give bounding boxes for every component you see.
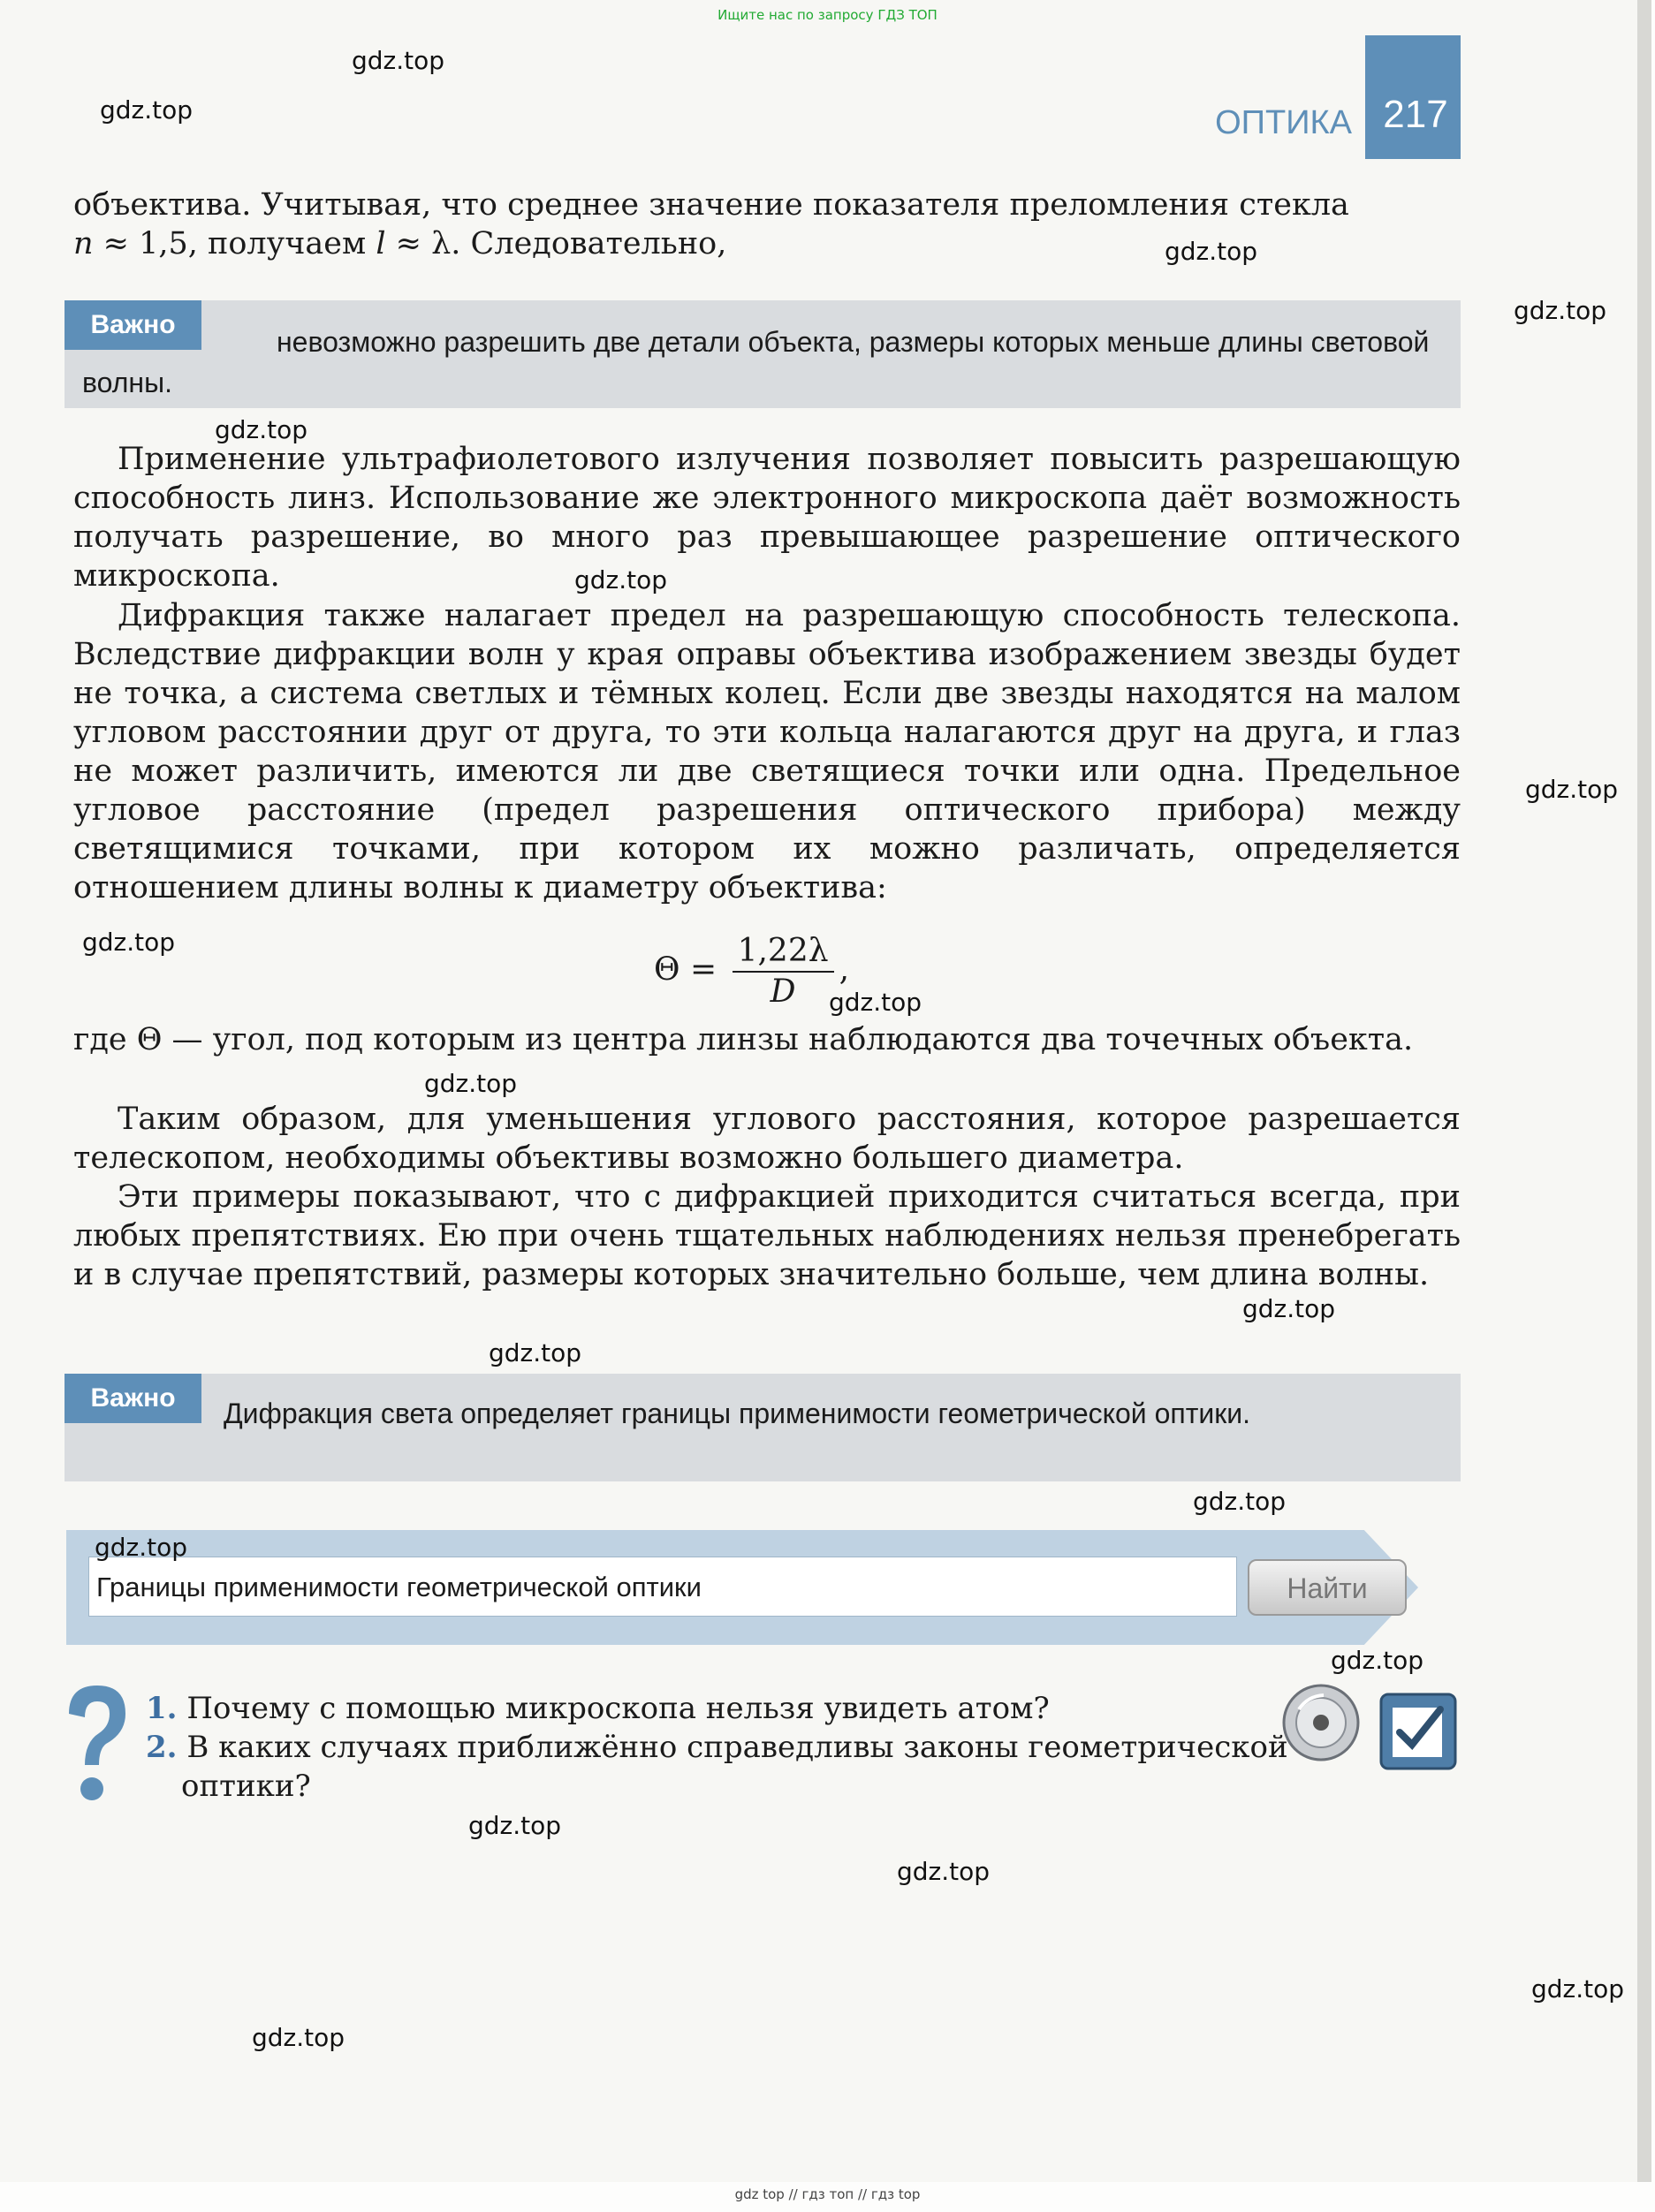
watermark: gdz.top [100, 95, 194, 125]
watermark: gdz.top [489, 1338, 582, 1367]
paragraph-telescope: Дифракция также налагает предел на разрешающую способность телескопа. Вследствие дифракции волн у края оправы объектива изображением звезды будет не точка, а система светлых и тёмных колец. Если две звезды находятся на малом угловом расстоянии друг от друга, то эти кольца налагаются друг на друга, и глаз не может различить, имеются ли две светящиеся точки или одна. Предельное угловое расстояние (предел разрешения оптического прибора) между светящимися точками, при котором их можно различать, определяется отношением длины волны к диаметру объектива: [73, 598, 1461, 905]
formula-fraction [733, 932, 834, 1011]
n-variable: n [73, 226, 94, 261]
paragraph-examples: Эти примеры показывают, что с дифракцией приходится считаться всегда, при любых препятствиях. Ею при очень тщательных наблюдениях нельзя пренебрегать и в случае препятствий, размеры которых значительно больше, чем длина волны. [73, 1179, 1461, 1292]
watermark: gdz.top [468, 1811, 562, 1840]
resolution-formula [654, 932, 849, 1011]
checklist-icon[interactable] [1378, 1692, 1458, 1771]
intro-line: объектива. Учитывая, что среднее значение показателя преломления стекла [73, 187, 1349, 223]
watermark: gdz.top [82, 928, 176, 957]
important-box-1 [65, 300, 1461, 408]
watermark: gdz.top [424, 1069, 518, 1098]
question-text: Почему с помощью микроскопа нельзя увидеть атом? [186, 1691, 1050, 1726]
watermark: gdz.top [1242, 1294, 1336, 1323]
watermark: gdz.top [1525, 775, 1619, 804]
formula-lhs: Θ = [654, 951, 717, 988]
section-title: ОПТИКА [1215, 104, 1352, 141]
important-box-2 [65, 1374, 1461, 1481]
important-text: Дифракция света определяет границы применимости геометрической оптики. [224, 1398, 1250, 1429]
n-value: ≈ 1,5, получаем [93, 226, 376, 261]
formula-denominator: D [770, 973, 796, 1010]
question-item [146, 1728, 1330, 1806]
question-text: В каких случаях приближённо справедливы законы геометрической оптики? [181, 1730, 1288, 1804]
watermark: gdz.top [897, 1857, 991, 1886]
watermark: gdz.top [352, 46, 445, 75]
watermark: gdz.top [1531, 1974, 1625, 2004]
paragraph-uv: Применение ультрафиолетового излучения позволяет повысить разрешающую способность линз. Использование же электронного микроскопа даёт возможность получать разрешение, во много раз превышающее разрешение оптического микроскопа. [73, 442, 1461, 594]
watermark: gdz.top [95, 1533, 188, 1562]
watermark: gdz.top [1165, 237, 1258, 266]
question-number: 1. [146, 1691, 178, 1726]
watermark: gdz.top [1193, 1487, 1287, 1516]
watermark: gdz.top [1331, 1646, 1424, 1675]
l-variable: l [376, 226, 386, 261]
paragraph-conclusion: Таким образом, для уменьшения углового расстояния, которое разрешается телескопом, необходимы объективы возможно большего диаметра. [73, 1102, 1461, 1176]
bottom-note: gdz top // гдз топ // гдз top [734, 2186, 921, 2202]
intro-tail: ≈ λ. Следовательно, [385, 226, 727, 261]
search-button[interactable]: Найти [1248, 1559, 1407, 1616]
important-badge: Важно [65, 300, 201, 350]
disc-icon[interactable] [1281, 1683, 1361, 1762]
page-number: 217 [1383, 93, 1448, 136]
question-mark-icon [60, 1678, 131, 1811]
watermark: gdz.top [829, 988, 922, 1017]
important-text: невозможно разрешить две детали объекта, размеры которых меньше длины световой волны. [82, 326, 1430, 398]
search-input[interactable]: Границы применимости геометрической оптики [88, 1557, 1237, 1617]
watermark: gdz.top [215, 415, 308, 444]
top-note: Ищите нас по запросу ГДЗ ТОП [717, 7, 938, 23]
paragraph-where: где Θ — угол, под которым из центра линзы наблюдаются два точечных объекта. [73, 1022, 1414, 1057]
formula-numerator: 1,22λ [733, 932, 834, 973]
questions-list [146, 1689, 1330, 1806]
watermark: gdz.top [1514, 296, 1607, 325]
important-badge: Важно [65, 1374, 201, 1423]
watermark: gdz.top [574, 565, 668, 595]
question-number: 2. [146, 1730, 178, 1765]
formula-trail: , [839, 951, 850, 988]
question-item [146, 1689, 1330, 1728]
watermark: gdz.top [252, 2023, 345, 2052]
